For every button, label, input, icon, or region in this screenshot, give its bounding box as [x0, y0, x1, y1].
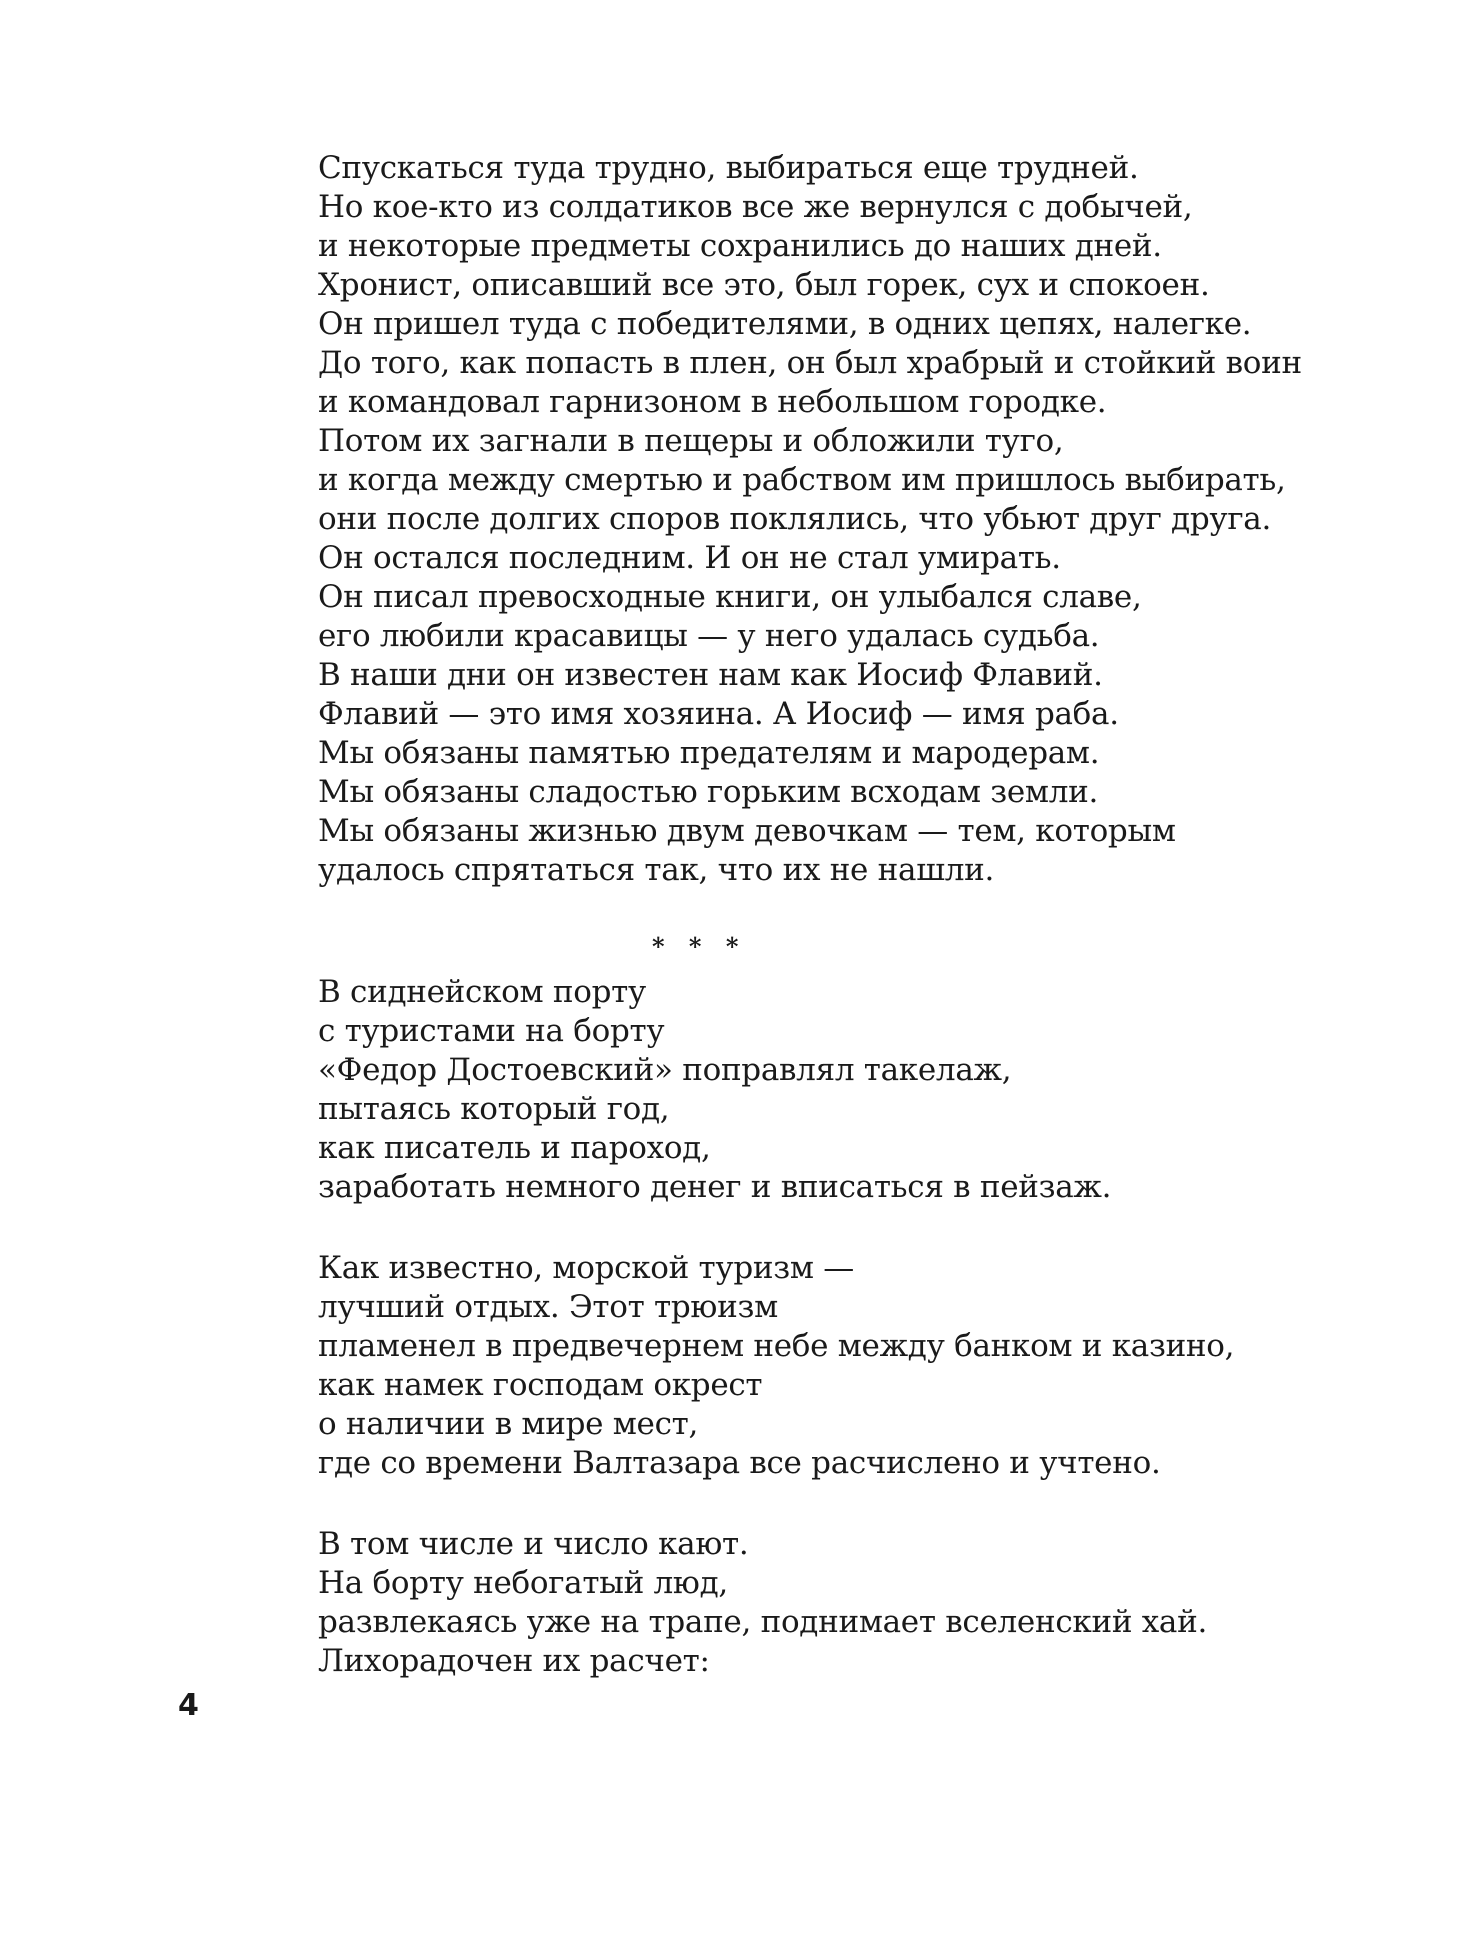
poem-line: В наши дни он известен нам как Иосиф Флавий.: [318, 657, 1103, 693]
poem-line: где со времени Валтазара все расчислено и учтено.: [318, 1445, 1161, 1481]
poem-line: с туристами на борту: [318, 1013, 665, 1049]
poem-line: удалось спрятаться так, что их не нашли.: [318, 852, 995, 888]
poem-line: заработать немного денег и вписаться в пейзаж.: [318, 1169, 1112, 1205]
poem-line: и когда между смертью и рабством им пришлось выбирать,: [318, 462, 1286, 498]
poem-line: как писатель и пароход,: [318, 1130, 711, 1166]
poem-line: Хронист, описавший все это, был горек, сух и спокоен.: [318, 267, 1210, 303]
page-number: 4: [178, 1688, 199, 1723]
poem-line: В том числе и число кают.: [318, 1526, 749, 1562]
poem-line: На борту небогатый люд,: [318, 1565, 728, 1601]
poem-line: и командовал гарнизоном в небольшом городке.: [318, 384, 1107, 420]
poem-line: До того, как попасть в плен, он был храбрый и стойкий воин: [318, 345, 1302, 381]
poem-line: В сиднейском порту: [318, 974, 646, 1010]
poem-line: и некоторые предметы сохранились до наших дней.: [318, 228, 1162, 264]
poem-line: Спускаться туда трудно, выбираться еще трудней.: [318, 150, 1139, 186]
poem-line: Мы обязаны жизнью двум девочкам — тем, которым: [318, 813, 1176, 849]
poem-line: его любили красавицы — у него удалась судьба.: [318, 618, 1100, 654]
poem-line: Флавий — это имя хозяина. А Иосиф — имя раба.: [318, 696, 1119, 732]
section-separator: * * *: [652, 932, 747, 961]
poem-line: развлекаясь уже на трапе, поднимает вселенский хай.: [318, 1604, 1208, 1640]
poem-line: «Федор Достоевский» поправлял такелаж,: [318, 1052, 1012, 1088]
poem-line: Мы обязаны сладостью горьким всходам земли.: [318, 774, 1099, 810]
poem-line: как намек господам окрест: [318, 1367, 763, 1403]
poem-line: Как известно, морской туризм —: [318, 1250, 854, 1286]
poem-line: они после долгих споров поклялись, что убьют друг друга.: [318, 501, 1272, 537]
poem-line: о наличии в мире мест,: [318, 1406, 699, 1442]
poem-line: Лихорадочен их расчет:: [318, 1643, 710, 1679]
poem-line: Он писал превосходные книги, он улыбался славе,: [318, 579, 1142, 615]
poem-line: пытаясь который год,: [318, 1091, 670, 1127]
poem-line: Но кое-кто из солдатиков все же вернулся с добычей,: [318, 189, 1193, 225]
poem-line: лучший отдых. Этот трюизм: [318, 1289, 778, 1325]
poem-line: Он пришел туда с победителями, в одних цепях, налегке.: [318, 306, 1252, 342]
poem-line: Потом их загнали в пещеры и обложили туго,: [318, 423, 1064, 459]
poem-line: пламенел в предвечернем небе между банком и казино,: [318, 1328, 1235, 1364]
poem-line: Он остался последним. И он не стал умирать.: [318, 540, 1061, 576]
poem-line: Мы обязаны памятью предателям и мародерам.: [318, 735, 1100, 771]
